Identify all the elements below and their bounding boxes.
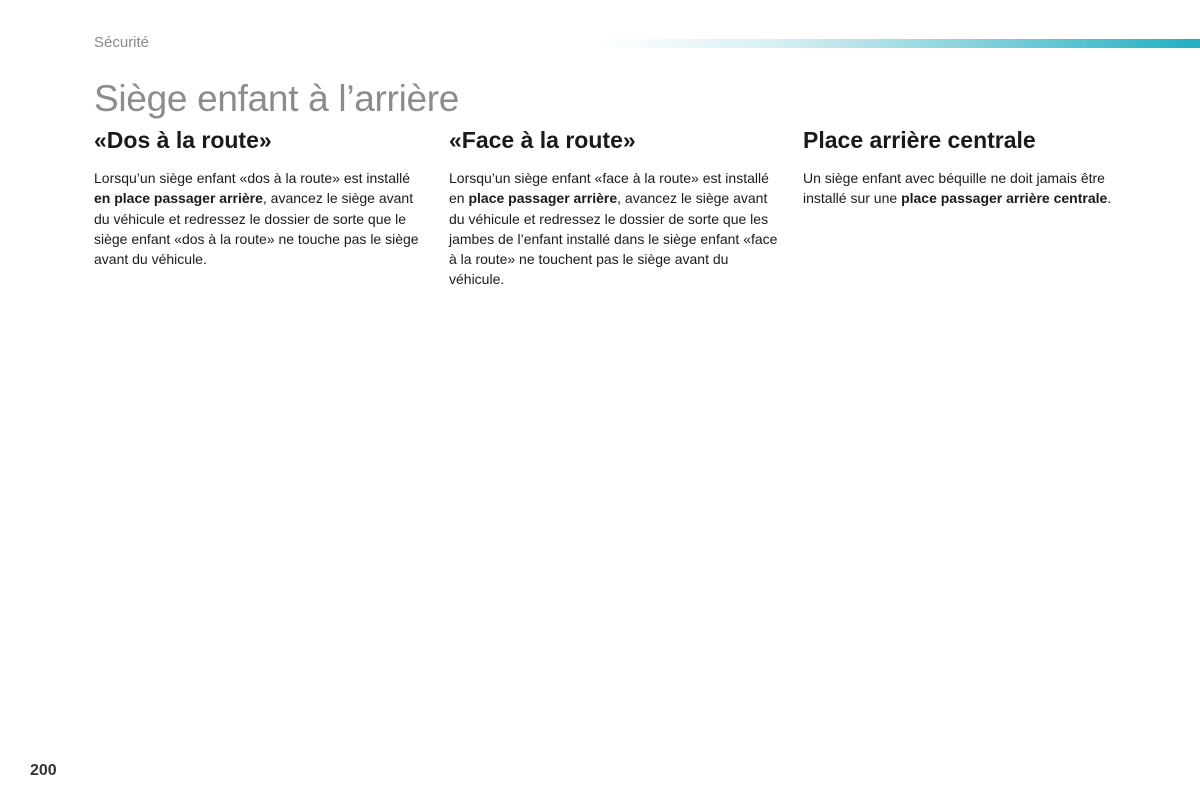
column-rear-facing bbox=[94, 127, 424, 269]
column-heading: «Face à la route» bbox=[449, 127, 636, 153]
page-number: 200 bbox=[30, 762, 57, 779]
section-label: Sécurité bbox=[94, 34, 150, 51]
column-body bbox=[803, 168, 1123, 209]
body-bold-text: place passager arrière centrale bbox=[901, 190, 1108, 207]
page-title: Siège enfant à l’arrière bbox=[94, 78, 460, 119]
body-text: Lorsqu’un siège enfant «dos à la route» est installé bbox=[94, 170, 410, 186]
column-body bbox=[94, 168, 424, 269]
header-accent-bar bbox=[600, 39, 1200, 48]
column-heading: Place arrière centrale bbox=[803, 127, 1036, 153]
column-forward-facing bbox=[449, 127, 779, 290]
column-rear-center bbox=[803, 127, 1123, 209]
body-text: , avancez le siège avant du véhicule et redressez le dossier de sorte que le siège enfant «dos à la route» ne touche pas le siège avant du véhicule. bbox=[94, 190, 419, 268]
body-text: , avancez le siège avant du véhicule et redressez le dossier de sorte que les jambes de l’enfant installé dans le siège enfant «face à la route» ne touchent pas le siège avant du véhicule. bbox=[449, 190, 778, 288]
body-text: Lorsqu’un siège enfant «face à la route» est installé en bbox=[449, 170, 769, 207]
column-body bbox=[449, 168, 779, 290]
body-bold-text: place passager arrière bbox=[468, 190, 618, 207]
body-bold-text: en place passager arrière bbox=[94, 190, 263, 207]
body-text: Un siège enfant avec béquille ne doit jamais être installé sur une bbox=[803, 170, 1105, 207]
body-text: . bbox=[1107, 190, 1112, 207]
column-heading: «Dos à la route» bbox=[94, 127, 272, 153]
